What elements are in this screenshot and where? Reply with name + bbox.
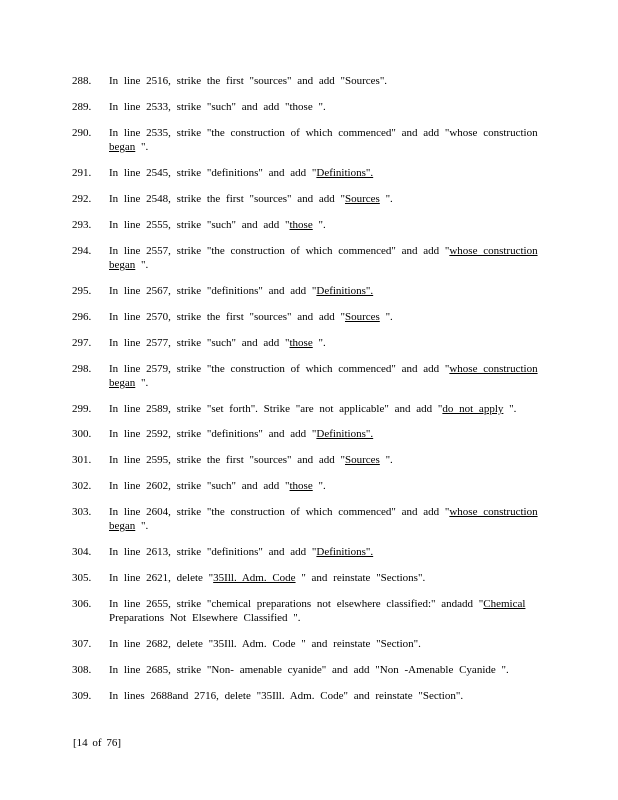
item-number: 294.: [72, 245, 92, 257]
item-number: 297.: [72, 337, 92, 349]
underlined-insertion: do not apply: [442, 403, 504, 415]
text-segment: In line 2548, strike the first "sources" and add ": [109, 193, 345, 205]
item-text: [109, 166, 544, 180]
item-text: [109, 689, 544, 703]
item-number: 291.: [72, 167, 92, 179]
text-segment: ".: [135, 141, 149, 153]
item-text: [109, 336, 544, 350]
underlined-insertion: began: [109, 141, 136, 153]
item-text: [109, 453, 544, 467]
text-segment: In line 2557, strike "the construction of which commenced" and add ": [109, 245, 450, 257]
text-segment: ".: [135, 520, 149, 532]
underlined-insertion: Sources: [344, 311, 380, 323]
item-text: [109, 244, 544, 272]
underlined-insertion: Chemical: [483, 598, 526, 610]
text-segment: ".: [312, 219, 326, 231]
text-segment: In line 2655, strike "chemical preparations not elsewhere classified:" andadd ": [109, 598, 484, 610]
text-segment: Sources: [344, 75, 380, 87]
text-segment: ".: [379, 311, 393, 323]
underlined-insertion: whose construction: [449, 245, 538, 257]
text-segment: In line 2533, strike "such" and add "those ".: [109, 101, 326, 113]
text-segment: ".: [379, 454, 393, 466]
item-text: [109, 571, 544, 585]
text-segment: In line 2567, strike "definitions" and add ": [109, 285, 317, 297]
text-segment: In line 2545, strike "definitions" and add ": [109, 167, 317, 179]
underlined-insertion: those: [289, 480, 313, 492]
underlined-insertion: whose construction: [449, 506, 538, 518]
underlined-insertion: Sources: [344, 454, 380, 466]
text-segment: In line 2621, delete ": [109, 572, 214, 584]
item-text: [109, 427, 544, 441]
item-number: 300.: [72, 428, 92, 440]
item-text: [109, 479, 544, 493]
item-text: [109, 218, 544, 232]
underlined-insertion: Definitions".: [316, 428, 374, 440]
text-segment: In line 2516, strike the first "sources" and add ": [109, 75, 345, 87]
item-text: [109, 663, 544, 677]
item-number: 296.: [72, 311, 92, 323]
underlined-insertion: 35Ill. Adm. Code: [213, 572, 296, 584]
item-number: 290.: [72, 127, 92, 139]
text-segment: In line 2579, strike "the construction of which commenced" and add ": [109, 363, 450, 375]
item-text: [109, 100, 544, 114]
item-text: [109, 637, 544, 651]
underlined-insertion: Sources: [344, 193, 380, 205]
text-segment: ".: [503, 403, 517, 415]
item-number: 305.: [72, 572, 92, 584]
text-segment: In line 2604, strike "the construction of which commenced" and add ": [109, 506, 450, 518]
text-segment: In line 2613, strike "definitions" and add ": [109, 546, 317, 558]
underlined-insertion: Definitions".: [316, 285, 374, 297]
text-segment: In line 2682, delete "35Ill. Adm. Code " and reinstate "Section".: [109, 638, 421, 650]
text-segment: In line 2685, strike "Non- amenable cyanide" and add "Non -Amenable Cyanide ".: [109, 664, 509, 676]
text-segment: " and reinstate "Sections".: [295, 572, 426, 584]
item-text: [109, 126, 544, 154]
text-segment: In lines 2688and 2716, delete "35Ill. Adm. Code" and reinstate "Section".: [109, 690, 464, 702]
text-segment: In line 2535, strike "the construction of which commenced" and add "whose construction: [109, 127, 538, 139]
underlined-insertion: Definitions".: [316, 167, 374, 179]
item-number: 302.: [72, 480, 92, 492]
page-footer: [14 of 76]: [73, 737, 121, 749]
text-segment: In line 2555, strike "such" and add ": [109, 219, 290, 231]
underlined-insertion: those: [289, 219, 313, 231]
text-segment: ".: [312, 480, 326, 492]
item-number: 308.: [72, 664, 92, 676]
text-segment: ".: [135, 377, 149, 389]
item-text: [109, 284, 544, 298]
item-number: 293.: [72, 219, 92, 231]
text-segment: Preparations Not Elsewhere Classified ".: [109, 612, 301, 624]
underlined-insertion: whose construction: [449, 363, 538, 375]
item-number: 288.: [72, 75, 92, 87]
underlined-insertion: began: [109, 520, 136, 532]
item-number: 298.: [72, 363, 92, 375]
text-segment: In line 2602, strike "such" and add ": [109, 480, 290, 492]
item-text: [109, 74, 544, 88]
text-segment: ".: [379, 193, 393, 205]
item-number: 304.: [72, 546, 92, 558]
item-number: 309.: [72, 690, 92, 702]
item-number: 303.: [72, 506, 92, 518]
item-text: [109, 402, 544, 416]
item-number: 306.: [72, 598, 92, 610]
item-text: [109, 505, 544, 533]
item-number: 299.: [72, 403, 92, 415]
underlined-insertion: Definitions".: [316, 546, 374, 558]
text-segment: In line 2592, strike "definitions" and add ": [109, 428, 317, 440]
text-segment: ".: [312, 337, 326, 349]
text-segment: In line 2577, strike "such" and add ": [109, 337, 290, 349]
text-segment: In line 2589, strike "set forth". Strike "are not applicable" and add ": [109, 403, 443, 415]
item-text: [109, 597, 544, 625]
text-segment: ".: [135, 259, 149, 271]
item-number: 289.: [72, 101, 92, 113]
text-segment: In line 2595, strike the first "sources" and add ": [109, 454, 345, 466]
underlined-insertion: those: [289, 337, 313, 349]
item-number: 292.: [72, 193, 92, 205]
text-segment: ".: [379, 75, 388, 87]
item-text: [109, 310, 544, 324]
item-number: 295.: [72, 285, 92, 297]
text-segment: In line 2570, strike the first "sources" and add ": [109, 311, 345, 323]
underlined-insertion: began: [109, 259, 136, 271]
item-text: [109, 362, 544, 390]
item-number: 307.: [72, 638, 92, 650]
item-text: [109, 545, 544, 559]
item-text: [109, 192, 544, 206]
item-number: 301.: [72, 454, 92, 466]
underlined-insertion: began: [109, 377, 136, 389]
